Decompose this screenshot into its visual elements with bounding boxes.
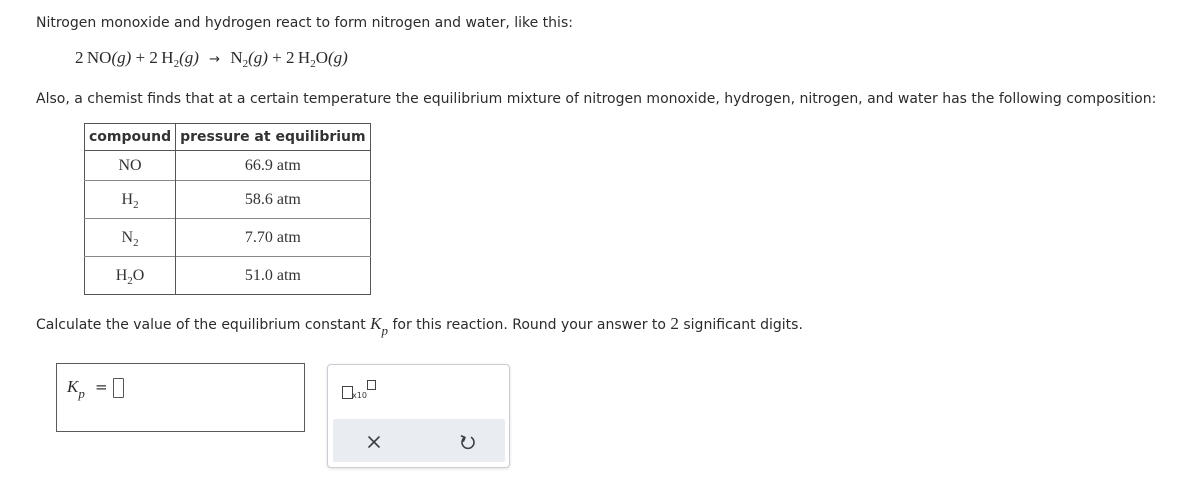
pressure-cell: 7.70 atm	[176, 219, 371, 257]
reaction-equation	[75, 48, 348, 68]
kp-subscript: p	[78, 386, 85, 401]
close-icon	[362, 430, 386, 454]
calc-text: for this reaction. Round your answer to	[392, 317, 666, 333]
calc-text: Calculate the value of the equilibrium constant	[36, 317, 366, 333]
table-row	[85, 151, 371, 181]
kp-symbol	[370, 314, 389, 338]
table-header-compound: compound	[85, 124, 176, 151]
pressure-cell: 58.6 atm	[176, 181, 371, 219]
x10-label: x10	[352, 391, 367, 400]
undo-icon	[456, 430, 480, 454]
compound-formula: O	[132, 266, 145, 284]
calculation-prompt	[36, 314, 803, 338]
reaction-arrow-icon: →	[209, 52, 221, 67]
kp-letter: K	[67, 377, 79, 396]
exponent-box-icon	[367, 380, 376, 390]
compound-formula: H	[115, 266, 128, 284]
table-row	[85, 257, 371, 295]
clear-button[interactable]	[362, 430, 386, 454]
eq-phase: (g)	[111, 48, 132, 67]
pressure-cell: 51.0 atm	[176, 257, 371, 295]
eq-plus: +	[135, 48, 146, 67]
formula-subscript: 2	[133, 198, 139, 211]
eq-coef: 2	[149, 48, 158, 67]
eq-coef: 2	[75, 48, 84, 67]
table-header-pressure: pressure at equilibrium	[176, 124, 371, 151]
composition-statement: Also, a chemist finds that at a certain temperature the equilibrium mixture of nitrogen monoxide, hydrogen, nitrogen, and water has the following composition:	[36, 91, 1157, 107]
kp-subscript: p	[381, 323, 389, 338]
compound-formula: N	[121, 228, 134, 246]
eq-plus: +	[272, 48, 282, 67]
eq-phase: (g)	[327, 48, 348, 67]
eq-subscript: 2	[310, 58, 316, 70]
compound-cell	[85, 219, 176, 257]
equals-sign: =	[95, 378, 108, 396]
calc-text: significant digits.	[683, 317, 803, 333]
table-row	[85, 219, 371, 257]
eq-subscript: 2	[242, 58, 249, 70]
question-intro: Nitrogen monoxide and hydrogen react to form nitrogen and water, like this:	[36, 15, 573, 31]
eq-coef: 2	[286, 48, 295, 67]
pressure-cell: 66.9 atm	[176, 151, 371, 181]
kp-letter: K	[370, 314, 382, 333]
composition-table	[84, 123, 371, 295]
scientific-notation-button[interactable]	[340, 380, 376, 404]
eq-phase: (g)	[179, 48, 199, 67]
undo-button[interactable]	[456, 430, 480, 454]
compound-formula: NO	[118, 156, 142, 174]
compound-cell	[85, 181, 176, 219]
compound-cell	[85, 151, 176, 181]
eq-species: N	[230, 48, 243, 67]
sig-digits-count: 2	[670, 314, 679, 333]
eq-subscript: 2	[173, 58, 180, 70]
formula-subscript: 2	[127, 274, 133, 287]
compound-formula: H	[121, 190, 134, 208]
answer-kp-label	[67, 377, 85, 401]
answer-box	[56, 363, 305, 432]
compound-cell	[85, 257, 176, 295]
formula-subscript: 2	[133, 236, 139, 249]
eq-species: NO	[86, 48, 112, 67]
eq-species: O	[315, 48, 328, 67]
answer-input[interactable]	[113, 378, 124, 398]
eq-species: H	[297, 48, 311, 67]
eq-phase: (g)	[248, 48, 268, 67]
table-row	[85, 181, 371, 219]
eq-species: H	[161, 48, 174, 67]
